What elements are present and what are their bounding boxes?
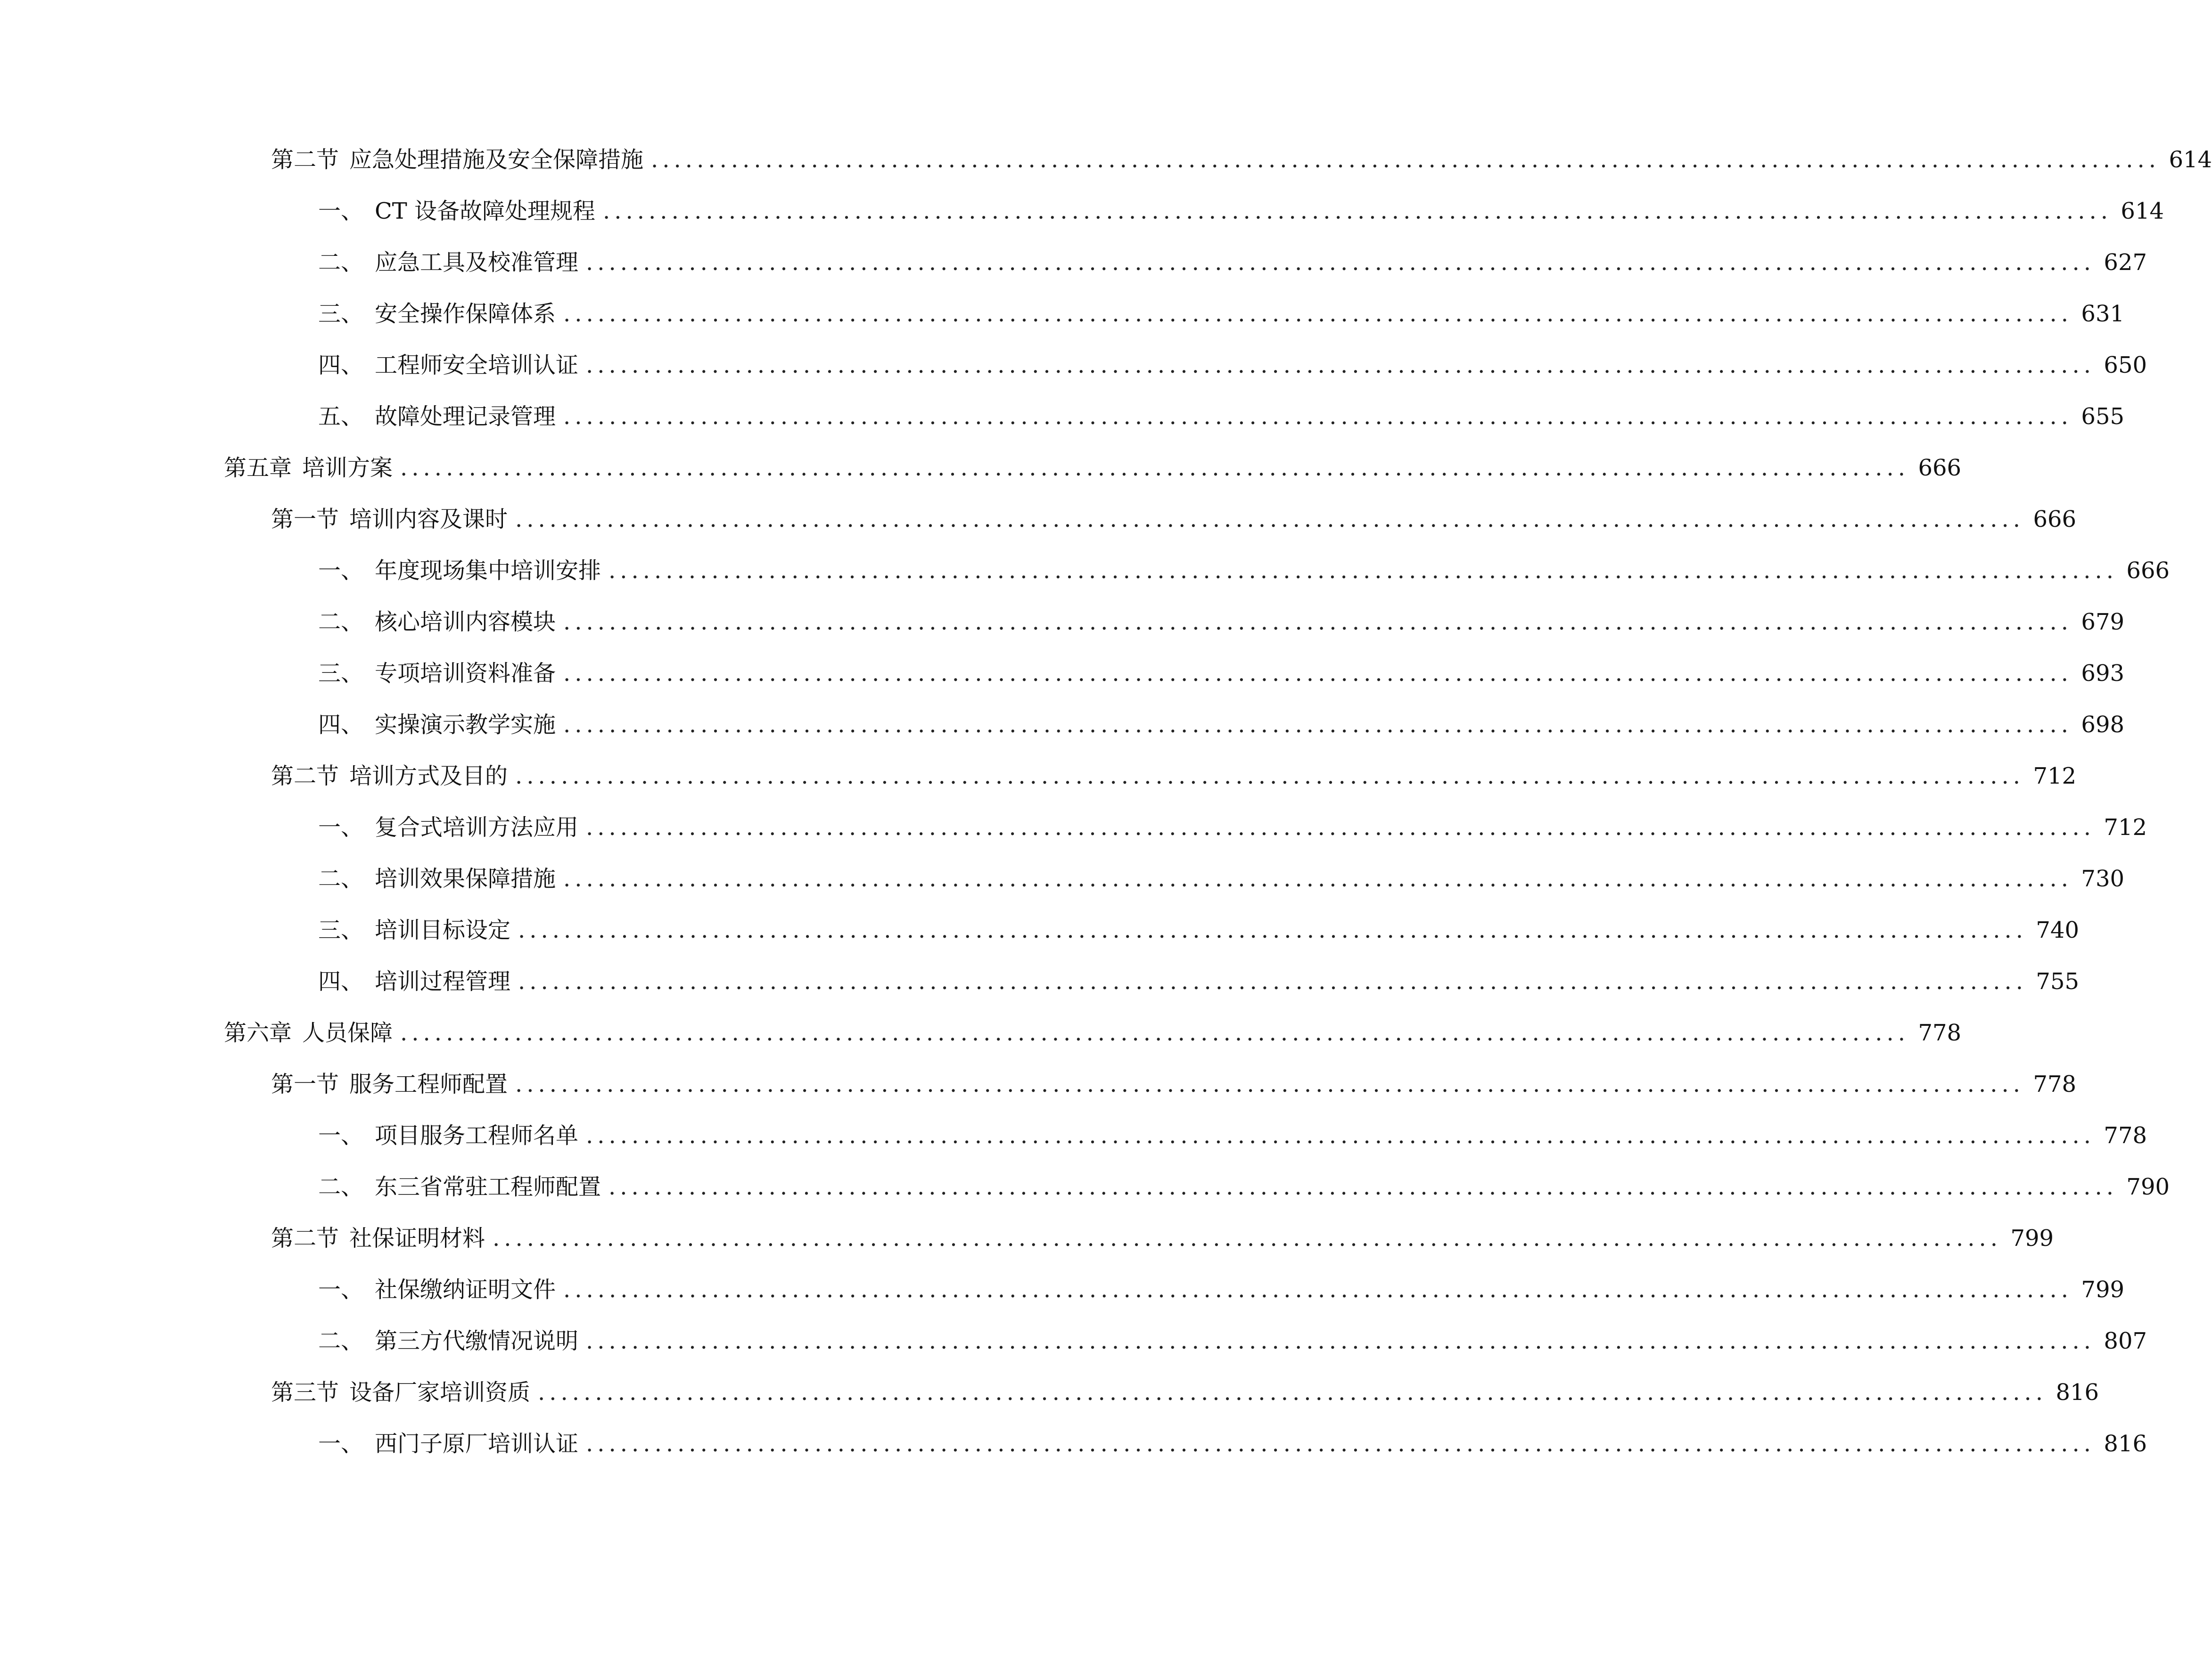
toc-entry-page: 712 bbox=[2033, 762, 2077, 789]
toc-entry-title: 东三省常驻工程师配置 bbox=[375, 1173, 601, 1200]
toc-entry-marker: 三、 bbox=[318, 660, 364, 687]
toc-entry-title: 服务工程师配置 bbox=[349, 1071, 508, 1097]
toc-entry-page: 816 bbox=[2104, 1430, 2147, 1457]
dot-leader: .................................................................................................................................... bbox=[586, 1327, 2096, 1354]
toc-entry[interactable] bbox=[0, 1318, 2147, 1356]
dot-leader: .................................................................................................................................... bbox=[586, 1122, 2096, 1149]
toc-entry-title: 设备厂家培训资质 bbox=[349, 1379, 531, 1406]
toc-entry-title: 复合式培训方法应用 bbox=[375, 814, 579, 841]
dot-leader: .................................................................................................................................... bbox=[538, 1379, 2048, 1406]
dot-leader: .................................................................................................................................... bbox=[563, 660, 2073, 687]
toc-entry-title: 工程师安全培训认证 bbox=[375, 352, 579, 378]
toc-entry[interactable] bbox=[0, 1215, 2054, 1253]
toc-entry-marker: 一、 bbox=[318, 1430, 364, 1457]
toc-entry[interactable] bbox=[0, 1010, 1962, 1047]
toc-entry-page: 650 bbox=[2104, 352, 2147, 378]
toc-entry-marker: 二、 bbox=[318, 1173, 364, 1200]
toc-entry[interactable] bbox=[0, 445, 1962, 483]
toc-entry-marker: 第二节 bbox=[271, 146, 339, 173]
dot-leader: .................................................................................................................................... bbox=[603, 197, 2113, 224]
toc-entry-marker: 四、 bbox=[318, 352, 364, 378]
toc-entry-page: 627 bbox=[2104, 249, 2147, 276]
toc-entry[interactable] bbox=[0, 291, 2125, 328]
toc-entry[interactable] bbox=[0, 958, 2080, 996]
toc-entry-marker: 第五章 bbox=[224, 454, 292, 481]
toc-entry-marker: 第二节 bbox=[271, 762, 339, 789]
toc-entry-page: 790 bbox=[2126, 1173, 2170, 1200]
toc-entry-page: 655 bbox=[2081, 403, 2125, 430]
toc-entry-marker: 四、 bbox=[318, 968, 364, 995]
toc-entry-marker: 一、 bbox=[318, 1122, 364, 1149]
toc-entry-marker: 四、 bbox=[318, 711, 364, 738]
toc-entry[interactable] bbox=[0, 1267, 2125, 1304]
toc-entry[interactable] bbox=[0, 393, 2125, 431]
toc-entry-title: 培训内容及课时 bbox=[349, 506, 508, 532]
toc-entry-page: 755 bbox=[2036, 968, 2080, 995]
toc-entry-page: 631 bbox=[2081, 300, 2125, 327]
toc-entry[interactable] bbox=[0, 804, 2147, 842]
dot-leader: .................................................................................................................................... bbox=[563, 1276, 2073, 1303]
toc-entry[interactable] bbox=[0, 548, 2170, 585]
toc-entry-title: 西门子原厂培训认证 bbox=[375, 1430, 579, 1457]
toc-entry-page: 799 bbox=[2010, 1225, 2054, 1252]
toc-entry-title: 项目服务工程师名单 bbox=[375, 1122, 579, 1149]
toc-entry-marker: 第六章 bbox=[224, 1019, 292, 1046]
toc-entry-page: 778 bbox=[2104, 1122, 2147, 1149]
toc-entry-marker: 第一节 bbox=[271, 506, 339, 532]
toc-entry-page: 807 bbox=[2104, 1327, 2147, 1354]
toc-entry-title: 第三方代缴情况说明 bbox=[375, 1327, 579, 1354]
toc-entry-page: 666 bbox=[2126, 557, 2170, 584]
toc-entry-marker: 一、 bbox=[318, 197, 364, 224]
toc-entry[interactable] bbox=[0, 856, 2125, 893]
dot-leader: .................................................................................................................................... bbox=[400, 1019, 1910, 1046]
toc-entry-title: 社保缴纳证明文件 bbox=[375, 1276, 556, 1303]
toc-entry[interactable] bbox=[0, 137, 2212, 174]
toc-entry[interactable] bbox=[0, 188, 2164, 226]
toc-entry[interactable] bbox=[0, 907, 2080, 945]
dot-leader: .................................................................................................................................... bbox=[515, 506, 2025, 532]
toc-entry-marker: 二、 bbox=[318, 249, 364, 276]
toc-entry-page: 799 bbox=[2081, 1276, 2125, 1303]
toc-entry[interactable] bbox=[0, 702, 2125, 739]
toc-entry-marker: 第二节 bbox=[271, 1225, 339, 1252]
toc-entry[interactable] bbox=[0, 1113, 2147, 1150]
toc-entry-page: 730 bbox=[2081, 865, 2125, 892]
dot-leader: .................................................................................................................................... bbox=[586, 249, 2096, 276]
toc-entry-marker: 二、 bbox=[318, 865, 364, 892]
toc-entry-page: 698 bbox=[2081, 711, 2125, 738]
toc-entry-title: 年度现场集中培训安排 bbox=[375, 557, 601, 584]
dot-leader: .................................................................................................................................... bbox=[563, 300, 2073, 327]
toc-entry-page: 816 bbox=[2056, 1379, 2099, 1406]
toc-entry[interactable] bbox=[0, 753, 2077, 791]
toc-entry-marker: 二、 bbox=[318, 608, 364, 635]
dot-leader: .................................................................................................................................... bbox=[651, 146, 2161, 173]
dot-leader: .................................................................................................................................... bbox=[518, 968, 2028, 995]
toc-entry[interactable] bbox=[0, 1061, 2077, 1099]
toc-entry-marker: 三、 bbox=[318, 300, 364, 327]
toc-entry[interactable] bbox=[0, 239, 2147, 277]
toc-entry[interactable] bbox=[0, 650, 2125, 688]
dot-leader: .................................................................................................................................... bbox=[563, 711, 2073, 738]
toc-entry-page: 712 bbox=[2104, 814, 2147, 841]
toc-entry-marker: 一、 bbox=[318, 1276, 364, 1303]
dot-leader: .................................................................................................................................... bbox=[563, 608, 2073, 635]
toc-entry-page: 666 bbox=[2033, 506, 2077, 532]
toc-entry-title: 专项培训资料准备 bbox=[375, 660, 556, 687]
toc-entry-title: 安全操作保障体系 bbox=[375, 300, 556, 327]
toc-entry-page: 693 bbox=[2081, 660, 2125, 687]
dot-leader: .................................................................................................................................... bbox=[563, 403, 2073, 430]
dot-leader: .................................................................................................................................... bbox=[515, 762, 2025, 789]
toc-entry[interactable] bbox=[0, 496, 2077, 534]
toc-entry-marker: 一、 bbox=[318, 557, 364, 584]
dot-leader: .................................................................................................................................... bbox=[609, 1173, 2118, 1200]
toc-entry-title: 实操演示教学实施 bbox=[375, 711, 556, 738]
toc-entry[interactable] bbox=[0, 599, 2125, 637]
toc-entry-page: 666 bbox=[1918, 454, 1962, 481]
dot-leader: .................................................................................................................................... bbox=[563, 865, 2073, 892]
dot-leader: .................................................................................................................................... bbox=[586, 814, 2096, 841]
toc-entry-marker: 第一节 bbox=[271, 1071, 339, 1097]
toc-entry-title: 应急处理措施及安全保障措施 bbox=[349, 146, 644, 173]
toc-entry-title: 应急工具及校准管理 bbox=[375, 249, 579, 276]
dot-leader: .................................................................................................................................... bbox=[586, 352, 2096, 378]
dot-leader: .................................................................................................................................... bbox=[609, 557, 2118, 584]
toc-entry[interactable] bbox=[0, 1421, 2147, 1458]
toc-entry-marker: 二、 bbox=[318, 1327, 364, 1354]
toc-entry-title: 核心培训内容模块 bbox=[375, 608, 556, 635]
toc-entry[interactable] bbox=[0, 1369, 2099, 1407]
toc-entry-page: 614 bbox=[2169, 146, 2212, 173]
dot-leader: .................................................................................................................................... bbox=[586, 1430, 2096, 1457]
toc-entry-marker: 第三节 bbox=[271, 1379, 339, 1406]
toc-entry-marker: 一、 bbox=[318, 814, 364, 841]
toc-entry-title: 社保证明材料 bbox=[349, 1225, 485, 1252]
dot-leader: .................................................................................................................................... bbox=[518, 917, 2028, 943]
toc-entry-page: 679 bbox=[2081, 608, 2125, 635]
toc-entry-title: 故障处理记录管理 bbox=[375, 403, 556, 430]
toc-entry-title: 培训效果保障措施 bbox=[375, 865, 556, 892]
dot-leader: .................................................................................................................................... bbox=[400, 454, 1910, 481]
toc-entry-title: CT 设备故障处理规程 bbox=[375, 197, 596, 224]
toc-entry-page: 778 bbox=[2033, 1071, 2077, 1097]
toc-entry-title: 培训过程管理 bbox=[375, 968, 511, 995]
toc-entry-page: 614 bbox=[2121, 197, 2164, 224]
toc-entry[interactable] bbox=[0, 1164, 2170, 1202]
dot-leader: .................................................................................................................................... bbox=[515, 1071, 2025, 1097]
toc-entry-title: 培训方式及目的 bbox=[349, 762, 508, 789]
toc-entry-title: 培训方案 bbox=[302, 454, 393, 481]
toc-entry-page: 778 bbox=[1918, 1019, 1962, 1046]
toc-entry-marker: 三、 bbox=[318, 917, 364, 943]
toc-entry-title: 培训目标设定 bbox=[375, 917, 511, 943]
dot-leader: .................................................................................................................................... bbox=[493, 1225, 2002, 1252]
toc-entry-marker: 五、 bbox=[318, 403, 364, 430]
toc-entry-title: 人员保障 bbox=[302, 1019, 393, 1046]
toc-entry[interactable] bbox=[0, 342, 2147, 380]
toc-entry-page: 740 bbox=[2036, 917, 2080, 943]
